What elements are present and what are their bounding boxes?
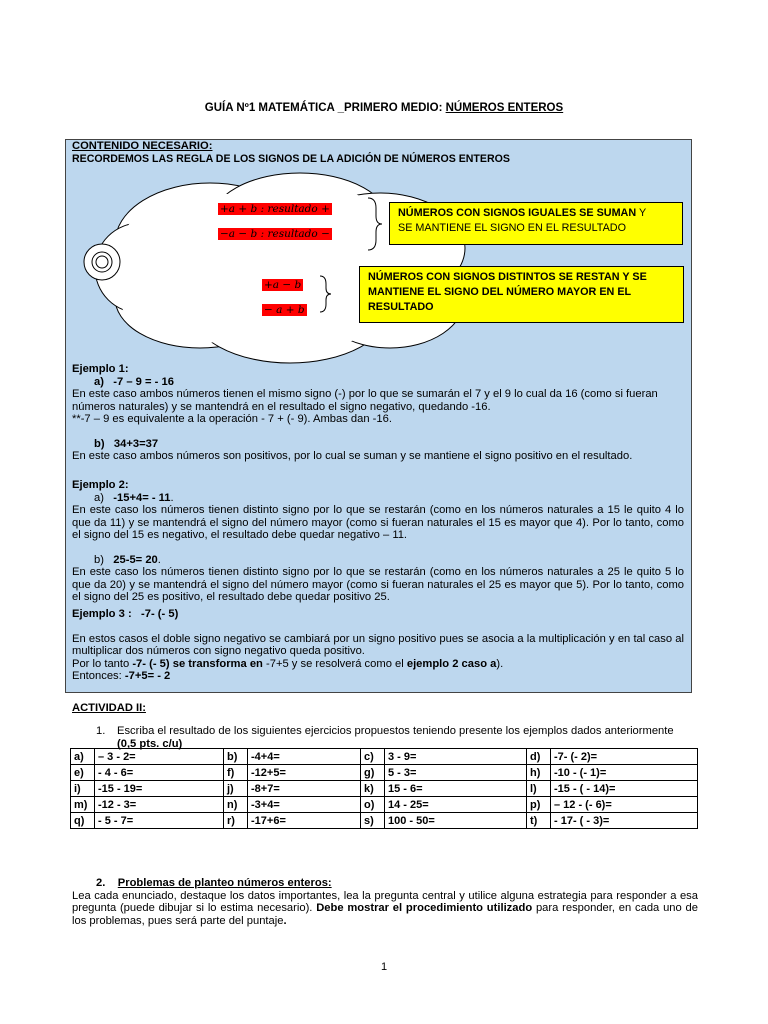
table-row (71, 797, 698, 813)
table-row (71, 813, 698, 829)
exercise-letter: r) (224, 813, 248, 829)
page-number: 1 (380, 961, 388, 973)
exercise-letter: k) (361, 781, 385, 797)
item-2-instructions: Lea cada enunciado, destaque los datos importantes, lea la pregunta central y utilice alguna estrategia para responder a esa pregunta (puede dibujar si lo estima necesario). Debe mostrar el procedimiento utilizado para responder, en cada uno de los problemas, pues será parte del puntaje. (72, 889, 698, 927)
exercise-expression: -15 - ( - 14)= (551, 781, 698, 797)
exercise-letter: c) (361, 749, 385, 765)
table-row (71, 765, 698, 781)
exercise-expression: -7- (- 2)= (551, 749, 698, 765)
title-topic: NÚMEROS ENTEROS (445, 102, 564, 114)
activity-item-2 (72, 877, 698, 927)
exercise-expression: -17+6= (248, 813, 361, 829)
exercise-expression: 100 - 50= (385, 813, 527, 829)
rule-same-negative: −a − b : resultado − (220, 228, 330, 240)
exercise-letter: l) (527, 781, 551, 797)
activity-item-1: 1. Escriba el resultado de los siguientes ejercicios propuestos teniendo presente los ejemplos dados anteriormente (0,5 pts. c/u) (96, 725, 674, 750)
exercise-letter: f) (224, 765, 248, 781)
example-3-line2: Entonces: -7+5= - 2 (72, 670, 171, 682)
example-2-b-text: En este caso los números tienen distinto signo por lo que se restarán (como en los números naturales a 25 le quito 5 lo que da 20) y se mantendrá el signo del número mayor (como si fueran naturales el 25 es mayor que 5). Por lo tanto, como el signo del 25 es positivo, el resultado debe quedar positivo 25. (72, 566, 684, 603)
exercise-letter: i) (71, 781, 95, 797)
rule-diff-1: +a − b (264, 279, 302, 291)
exercise-letter: t) (527, 813, 551, 829)
exercise-expression: 5 - 3= (385, 765, 527, 781)
exercise-letter: o) (361, 797, 385, 813)
exercise-expression: 14 - 25= (385, 797, 527, 813)
exercise-letter: q) (71, 813, 95, 829)
exercise-letter: m) (71, 797, 95, 813)
exercise-letter: b) (224, 749, 248, 765)
example-1-b: b) 34+3=37 (94, 437, 159, 450)
exercise-letter: p) (527, 797, 551, 813)
exercise-expression: 15 - 6= (385, 781, 527, 797)
exercise-expression: -3+4= (248, 797, 361, 813)
exercise-table (70, 748, 698, 829)
exercise-letter: d) (527, 749, 551, 765)
exercise-letter: e) (71, 765, 95, 781)
example-1-label: Ejemplo 1: (72, 363, 129, 375)
exercise-expression: -12+5= (248, 765, 361, 781)
rule-box-diff-signs: NÚMEROS CON SIGNOS DISTINTOS SE RESTAN Y SE MANTIENE EL SIGNO DEL NÚMERO MAYOR EN EL RESULTADO (359, 266, 684, 323)
exercise-letter: h) (527, 765, 551, 781)
exercise-letter: n) (224, 797, 248, 813)
table-row (71, 749, 698, 765)
exercise-expression: – 12 - (- 6)= (551, 797, 698, 813)
activity-heading: ACTIVIDAD II: (72, 702, 146, 714)
exercise-letter: j) (224, 781, 248, 797)
rule-same-positive: +a + b : resultado + (220, 203, 330, 215)
rule-box-same-y: Y (636, 207, 647, 219)
exercise-expression: -8+7= (248, 781, 361, 797)
example-1-b-text: En este caso ambos números son positivos, por lo cual se suman y se mantiene el signo positivo en el resultado. (72, 450, 633, 462)
rule-box-same-rest: SE MANTIENE EL SIGNO EN EL RESULTADO (398, 222, 626, 234)
table-row (71, 781, 698, 797)
example-1-a-text: En este caso ambos números tienen el mismo signo (-) por lo que se sumarán el 7 y el 9 lo cual da 16 (como si fueran números naturales) y se mantendrá en el resultado el signo negativo, quedando -16. (72, 388, 658, 413)
exercise-letter: g) (361, 765, 385, 781)
exercise-expression: 3 - 9= (385, 749, 527, 765)
title-prefix: GUÍA Nº1 MATEMÁTICA _PRIMERO MEDIO: (204, 102, 446, 114)
example-2-a: a) -15+4= - 11. (94, 491, 174, 504)
example-1-a: a) -7 – 9 = - 16 (94, 375, 174, 388)
exercise-expression: -12 - 3= (95, 797, 224, 813)
rule-box-same-signs (389, 202, 683, 245)
example-2 (72, 479, 684, 604)
example-2-a-text: En este caso los números tienen distinto signo por lo que se restarán (como en los números naturales a 15 le quito 4 lo que da 11) y se mantendrá el signo del número mayor (como si fueran naturales el 15 es mayor que 4). Por lo tanto, como el signo del 15 es negativo, el resultado debe quedar negativo – 11. (72, 504, 684, 541)
exercise-expression: -10 - (- 1)= (551, 765, 698, 781)
page-title (0, 102, 768, 114)
content-heading: CONTENIDO NECESARIO: (72, 140, 213, 152)
example-2-b: b) 25-5= 20. (94, 553, 161, 566)
example-3-line1: Por lo tanto -7- (- 5) se transforma en -7+5 y se resolverá como el ejemplo 2 caso a). (72, 657, 504, 670)
exercise-expression: -4+4= (248, 749, 361, 765)
example-3-title: Ejemplo 3 : -7- (- 5) (72, 608, 179, 620)
exercise-expression: -15 - 19= (95, 781, 224, 797)
example-1 (72, 363, 684, 463)
exercise-expression: - 4 - 6= (95, 765, 224, 781)
exercise-letter: a) (71, 749, 95, 765)
example-3 (72, 608, 684, 683)
content-subheading: RECORDEMOS LAS REGLA DE LOS SIGNOS DE LA ADICIÓN DE NÚMEROS ENTEROS (72, 153, 510, 165)
rule-diff-2: − a + b (264, 304, 305, 316)
example-2-label: Ejemplo 2: (72, 479, 129, 491)
item-2-header: 2. Problemas de planteo números enteros: (96, 877, 332, 889)
example-3-text: En estos casos el doble signo negativo se cambiará por un signo positivo pues se asocia a la multiplicación y en tal caso al multiplicar dos números con signo negativo queda positivo. (72, 632, 684, 657)
exercise-expression: - 17- ( - 3)= (551, 813, 698, 829)
example-1-note: **-7 – 9 es equivalente a la operación - 7 + (- 9). Ambas dan -16. (72, 413, 392, 425)
exercise-letter: s) (361, 813, 385, 829)
exercise-expression: - 5 - 7= (95, 813, 224, 829)
rule-box-same-bold: NÚMEROS CON SIGNOS IGUALES SE SUMAN (398, 207, 637, 219)
exercise-expression: – 3 - 2= (95, 749, 224, 765)
